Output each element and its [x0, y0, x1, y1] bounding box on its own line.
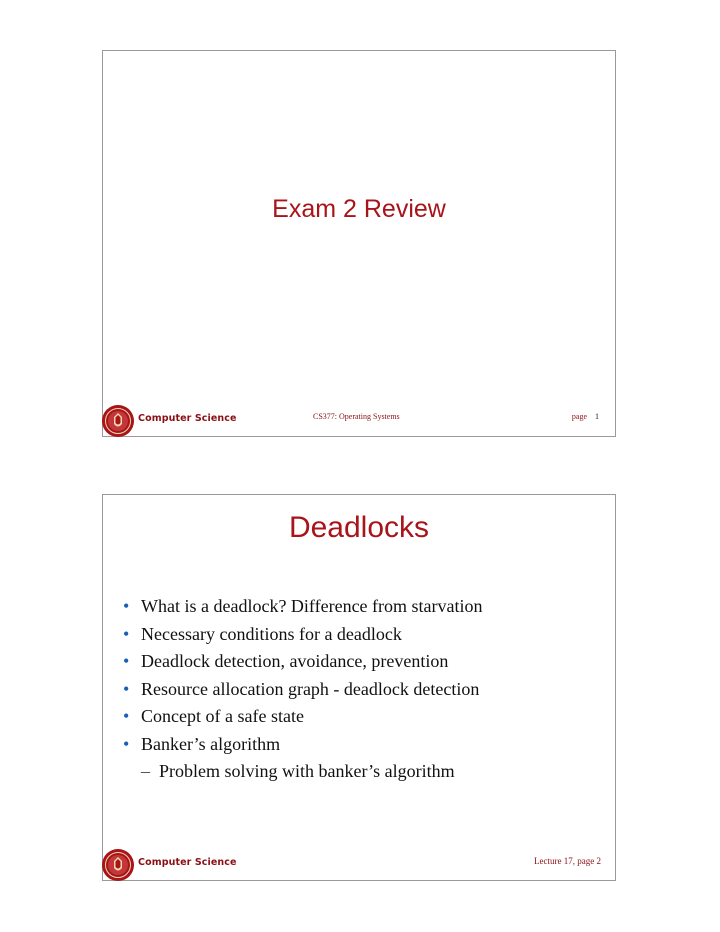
- bullet-list: [121, 593, 483, 786]
- university-seal-icon: [101, 404, 135, 438]
- bullet-icon: •: [123, 678, 130, 699]
- bullet-icon: •: [123, 596, 130, 616]
- department-label: Computer Science: [138, 413, 237, 424]
- page-label: page: [571, 412, 587, 421]
- sub-list-item: – Problem solving with banker’s algorithm: [141, 761, 455, 781]
- slide-footer: [103, 844, 615, 880]
- bullet-icon: •: [123, 733, 130, 754]
- department-label: Computer Science: [138, 857, 237, 868]
- slide-2: [102, 494, 616, 881]
- list-item: • Banker’s algorithm: [121, 731, 483, 759]
- list-item: • Concept of a safe state: [121, 703, 483, 731]
- page-number: 1: [595, 412, 599, 421]
- bullet-icon: •: [123, 706, 130, 726]
- bullet-icon: •: [123, 623, 130, 644]
- bullet-icon: •: [123, 651, 130, 671]
- university-seal-icon: [101, 848, 135, 882]
- slide-footer: [103, 400, 615, 436]
- list-item: • What is a deadlock? Difference from starvation: [121, 593, 483, 621]
- slide-1: [102, 50, 616, 437]
- dash-icon: –: [141, 761, 150, 781]
- list-item: • Necessary conditions for a deadlock: [121, 621, 483, 649]
- lecture-page-label: Lecture 17, page 2: [534, 856, 601, 866]
- slide-title: Deadlocks: [288, 511, 430, 544]
- list-item: • Deadlock detection, avoidance, prevention: [121, 648, 483, 676]
- slide-title: Exam 2 Review: [272, 195, 446, 223]
- course-label: CS377: Operating Systems: [313, 412, 400, 421]
- list-item: • Resource allocation graph - deadlock detection: [121, 676, 483, 704]
